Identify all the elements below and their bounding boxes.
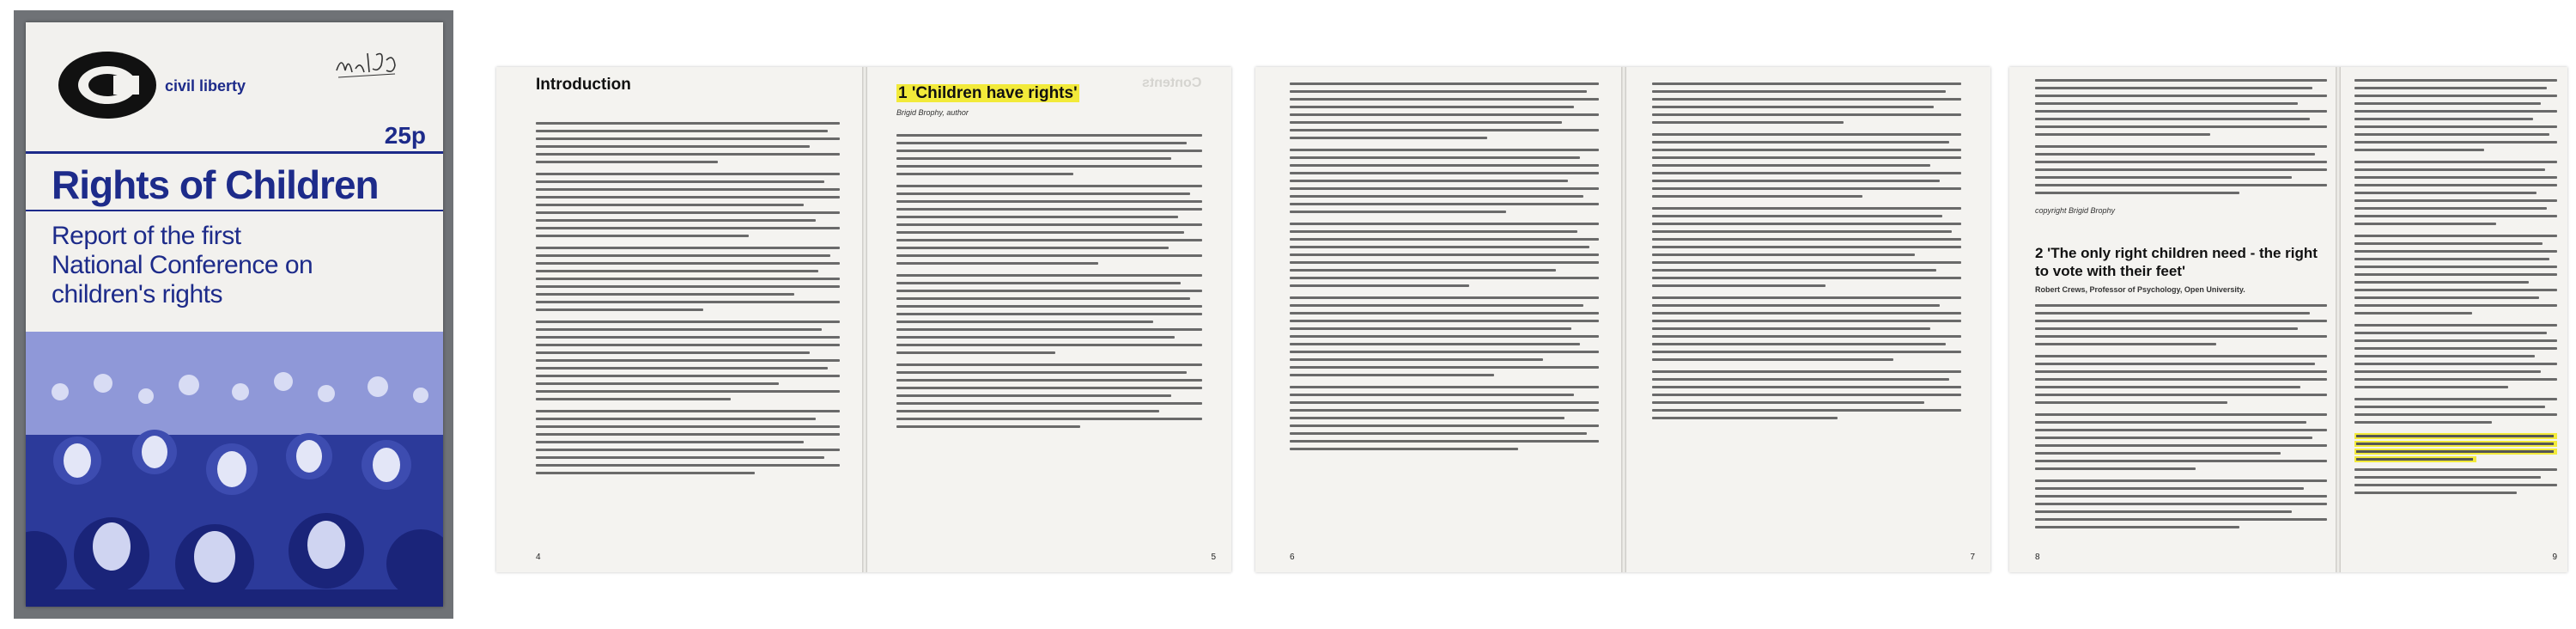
report-cover xyxy=(26,22,443,607)
page-number: 7 xyxy=(1970,553,1975,562)
highlighted-heading-text: 1 'Children have rights' xyxy=(898,84,1078,102)
body-text xyxy=(536,122,840,479)
cover-title: Rights of Children xyxy=(52,162,379,207)
body-text xyxy=(1652,82,1961,424)
divider-rule xyxy=(26,151,443,154)
author-byline: Robert Crews, Professor of Psychology, Open University. xyxy=(2035,285,2245,294)
page-4 xyxy=(496,67,862,572)
cover-subtitle: Report of the first National Conference on children's rights xyxy=(52,222,313,308)
body-text xyxy=(2035,79,2327,199)
chapter-heading xyxy=(896,84,1079,103)
cover-photo-frame xyxy=(14,10,453,619)
show-through-heading: Contents xyxy=(1142,76,1202,90)
author-byline: Brigid Brophy, author xyxy=(896,108,969,117)
page-5 xyxy=(867,67,1231,572)
page-number: 4 xyxy=(536,553,541,562)
body-text xyxy=(2035,304,2327,534)
page-8 xyxy=(2009,67,2336,572)
page-number: 8 xyxy=(2035,553,2040,562)
page-6 xyxy=(1255,67,1621,572)
report-spread-pages-4-5 xyxy=(496,67,1231,572)
civil-liberty-logo-icon xyxy=(57,50,158,120)
body-text xyxy=(896,134,1202,433)
report-spread-pages-8-9 xyxy=(2009,67,2567,572)
highlighted-passage xyxy=(2354,441,2557,447)
page-9 xyxy=(2341,67,2567,572)
handwritten-note xyxy=(333,45,402,82)
page-number: 6 xyxy=(1290,553,1295,562)
highlighted-passage xyxy=(2354,433,2557,439)
crowd-of-children-photo xyxy=(26,332,443,607)
price-label: 25p xyxy=(384,122,426,149)
page-7 xyxy=(1626,67,1990,572)
highlighted-passage xyxy=(2354,449,2557,455)
page-number: 9 xyxy=(2552,553,2557,562)
body-text xyxy=(2354,79,2557,499)
copyright-note: copyright Brigid Brophy xyxy=(2035,206,2116,215)
section-heading: Introduction xyxy=(536,76,631,94)
org-name: civil liberty xyxy=(165,77,246,95)
divider-rule xyxy=(26,210,443,211)
highlighted-passage xyxy=(2354,456,2476,462)
chapter-heading: 2 'The only right children need - the right to vote with their feet' xyxy=(2035,245,2318,279)
body-text xyxy=(1290,82,1599,455)
page-number: 5 xyxy=(1211,553,1216,562)
report-spread-pages-6-7 xyxy=(1255,67,1990,572)
